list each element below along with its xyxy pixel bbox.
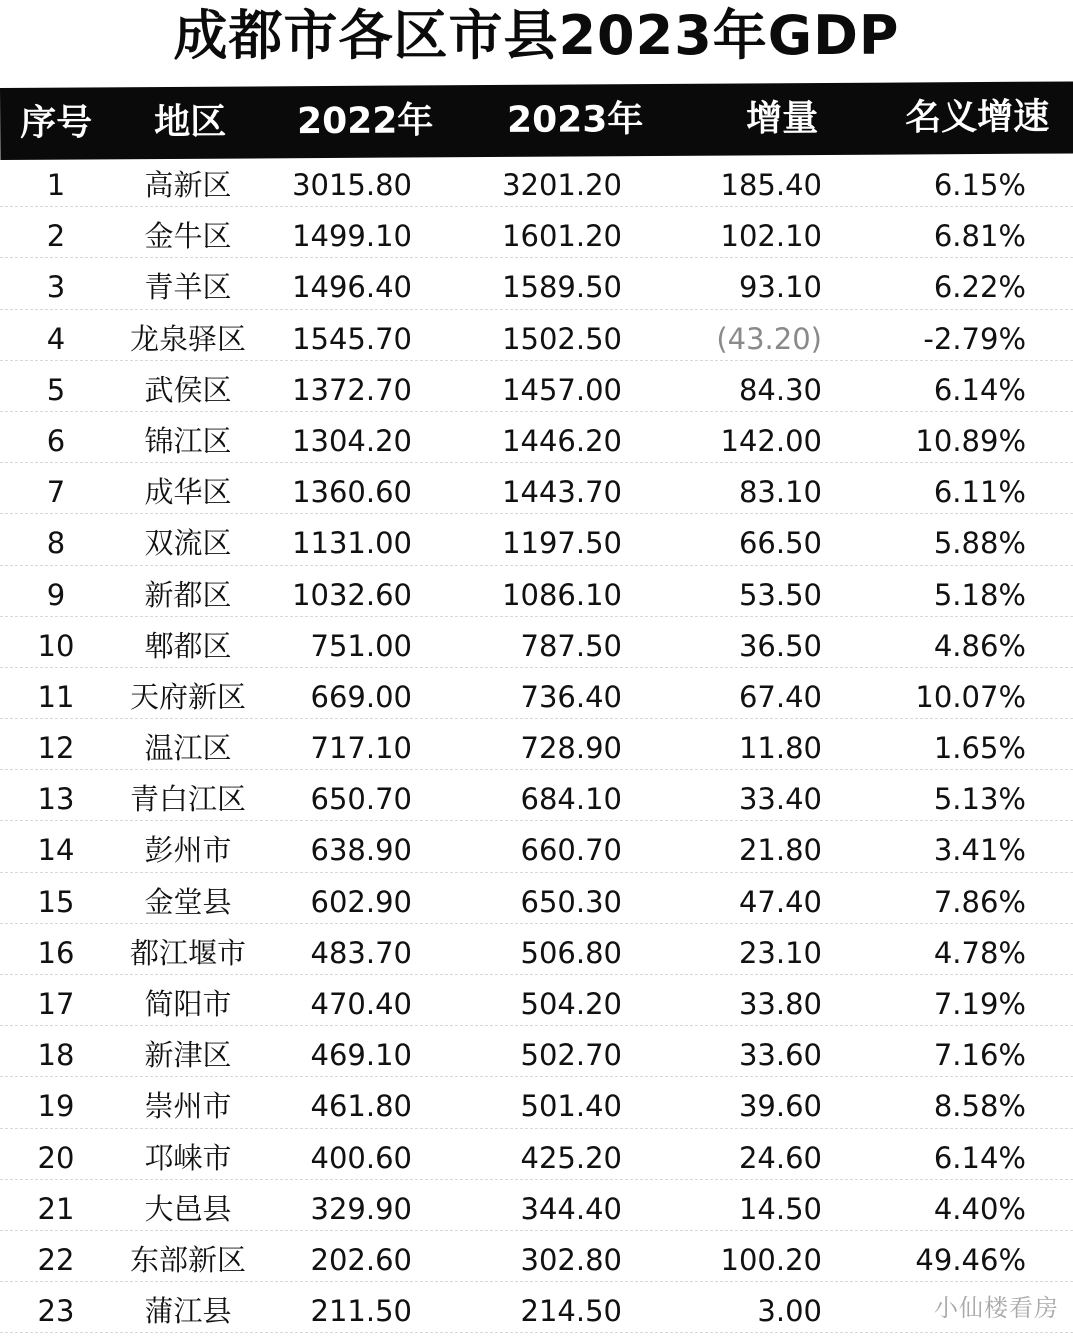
cell-gdp-2023: 302.80 (520, 1242, 622, 1277)
cell-gdp-2023: 660.70 (520, 833, 622, 868)
cell-region: 彭州市 (144, 833, 232, 868)
cell-gdp-2022: 329.90 (310, 1191, 412, 1226)
cell-index: 19 (37, 1089, 75, 1124)
cell-region: 大邑县 (144, 1191, 232, 1226)
cell-increase: 33.80 (738, 987, 822, 1021)
row-divider (0, 565, 1073, 566)
cell-growth: 7.19% (933, 987, 1026, 1021)
row-divider (0, 820, 1073, 821)
cell-growth: 4.40% (933, 1191, 1026, 1226)
cell-gdp-2023: 1446.20 (502, 423, 622, 458)
cell-index: 12 (37, 731, 75, 766)
cell-growth: 6.14% (933, 1140, 1026, 1175)
cell-gdp-2023: 650.30 (520, 884, 622, 919)
cell-gdp-2023: 1601.20 (502, 219, 622, 254)
cell-gdp-2023: 506.80 (520, 935, 622, 970)
page-title: 成都市各区市县2023年GDP (173, 4, 900, 67)
row-divider (0, 513, 1073, 514)
cell-index: 2 (46, 219, 66, 254)
cell-region: 高新区 (144, 168, 232, 202)
cell-region: 龙泉驿区 (129, 321, 246, 356)
cell-gdp-2023: 1457.00 (502, 372, 622, 407)
cell-growth: 10.89% (915, 423, 1026, 458)
cell-index: 17 (37, 987, 75, 1021)
cell-gdp-2023: 1443.70 (502, 475, 622, 510)
cell-index: 5 (46, 372, 66, 407)
table-row (0, 211, 1073, 262)
cell-gdp-2023: 787.50 (520, 628, 622, 663)
row-divider (0, 1179, 1073, 1180)
cell-region: 温江区 (144, 731, 232, 766)
watermark: 小仙楼看房 (934, 1294, 1059, 1322)
cell-region: 简阳市 (144, 987, 232, 1021)
cell-index: 10 (37, 628, 75, 663)
cell-growth: 5.88% (933, 526, 1026, 561)
cell-increase: 53.50 (738, 577, 822, 612)
table-row (0, 160, 1073, 211)
cell-gdp-2022: 602.90 (310, 884, 412, 919)
cell-gdp-2022: 1131.00 (292, 526, 412, 561)
cell-index: 14 (37, 833, 75, 868)
header-growth: 名义增速 (905, 96, 1050, 139)
cell-growth: 4.86% (933, 628, 1026, 663)
cell-growth: 6.81% (933, 219, 1026, 254)
cell-gdp-2022: 470.40 (310, 987, 412, 1021)
cell-gdp-2023: 684.10 (520, 782, 622, 817)
cell-gdp-2023: 425.20 (520, 1140, 622, 1175)
row-divider (0, 667, 1073, 668)
table-row (0, 928, 1073, 979)
cell-increase: 47.40 (738, 884, 822, 919)
cell-gdp-2022: 1304.20 (292, 423, 412, 458)
row-divider (0, 257, 1073, 258)
cell-growth: 5.18% (933, 577, 1026, 612)
cell-gdp-2022: 751.00 (310, 628, 412, 663)
cell-gdp-2022: 202.60 (310, 1242, 412, 1277)
cell-growth: 6.22% (933, 270, 1026, 305)
table-row (0, 1081, 1073, 1132)
cell-gdp-2022: 669.00 (310, 679, 412, 714)
cell-region: 成华区 (144, 475, 232, 510)
cell-growth: 5.13% (933, 782, 1026, 817)
cell-region: 金牛区 (144, 219, 232, 254)
cell-index: 13 (37, 782, 75, 817)
cell-index: 16 (37, 935, 75, 970)
cell-region: 东部新区 (129, 1242, 246, 1277)
cell-region: 蒲江县 (144, 1294, 232, 1329)
cell-gdp-2023: 214.50 (520, 1294, 622, 1329)
cell-index: 3 (46, 270, 66, 305)
row-divider (0, 923, 1073, 924)
cell-increase: 39.60 (738, 1089, 822, 1124)
cell-index: 4 (46, 321, 66, 356)
table-row (0, 1184, 1073, 1235)
table-row (0, 314, 1073, 365)
table-row (0, 518, 1073, 569)
row-divider (0, 616, 1073, 617)
table-row (0, 467, 1073, 518)
table-row (0, 1030, 1073, 1081)
header-gdp-2022: 2022年 (296, 100, 434, 143)
cell-region: 邛崃市 (144, 1140, 232, 1175)
cell-gdp-2022: 1496.40 (292, 270, 412, 305)
cell-gdp-2023: 1197.50 (502, 526, 622, 561)
cell-gdp-2023: 736.40 (520, 679, 622, 714)
cell-index: 22 (37, 1242, 75, 1277)
cell-gdp-2023: 1086.10 (502, 577, 622, 612)
cell-gdp-2022: 638.90 (310, 833, 412, 868)
row-divider (0, 1332, 1073, 1333)
row-divider (0, 718, 1073, 719)
header-increase: 增量 (746, 98, 819, 140)
row-divider (0, 1281, 1073, 1282)
table-row (0, 621, 1073, 672)
cell-increase: 3.00 (757, 1294, 822, 1329)
table-row (0, 262, 1073, 313)
row-divider (0, 411, 1073, 412)
cell-increase: 142.00 (720, 423, 822, 458)
table-row (0, 365, 1073, 416)
table-row (0, 979, 1073, 1030)
cell-gdp-2022: 483.70 (310, 935, 412, 970)
cell-region: 新津区 (144, 1038, 232, 1073)
row-divider (0, 872, 1073, 873)
cell-increase: 23.10 (738, 935, 822, 970)
cell-region: 青羊区 (144, 270, 232, 305)
cell-increase: 84.30 (738, 372, 822, 407)
cell-index: 15 (37, 884, 75, 919)
cell-growth: 10.07% (915, 679, 1026, 714)
cell-gdp-2022: 1545.70 (292, 321, 412, 356)
row-divider (0, 769, 1073, 770)
table-row (0, 416, 1073, 467)
table-header (0, 81, 1073, 160)
cell-increase: 21.80 (738, 833, 822, 868)
cell-region: 双流区 (144, 526, 232, 561)
cell-index: 7 (46, 475, 66, 510)
cell-gdp-2022: 3015.80 (292, 168, 412, 202)
table-row (0, 570, 1073, 621)
row-divider (0, 974, 1073, 975)
cell-region: 天府新区 (129, 679, 246, 714)
cell-index: 11 (37, 679, 75, 714)
cell-region: 金堂县 (144, 884, 232, 919)
row-divider (0, 1128, 1073, 1129)
cell-growth: 3.41% (933, 833, 1026, 868)
row-divider (0, 1025, 1073, 1026)
cell-region: 武侯区 (144, 372, 232, 407)
cell-index: 20 (37, 1140, 75, 1175)
table-row (0, 723, 1073, 774)
table-row (0, 774, 1073, 825)
cell-increase: 14.50 (738, 1191, 822, 1226)
row-divider (0, 1076, 1073, 1077)
gdp-table (0, 88, 1073, 1337)
cell-region: 郫都区 (144, 628, 232, 663)
cell-increase: 66.50 (738, 526, 822, 561)
cell-region: 都江堰市 (129, 935, 246, 970)
cell-region: 新都区 (144, 577, 232, 612)
cell-index: 23 (37, 1294, 75, 1329)
cell-growth: -2.79% (923, 321, 1026, 356)
cell-gdp-2022: 461.80 (310, 1089, 412, 1124)
cell-growth: 1.65% (933, 731, 1026, 766)
cell-gdp-2023: 1502.50 (502, 321, 622, 356)
cell-gdp-2022: 650.70 (310, 782, 412, 817)
cell-growth: 8.58% (933, 1089, 1026, 1124)
table-row (0, 877, 1073, 928)
cell-index: 9 (46, 577, 66, 612)
cell-increase: 100.20 (720, 1242, 822, 1277)
table-row (0, 825, 1073, 876)
table-row (0, 1286, 1073, 1337)
cell-index: 1 (46, 168, 66, 202)
cell-region: 锦江区 (144, 423, 232, 458)
row-divider (0, 309, 1073, 310)
cell-growth: 6.15% (933, 168, 1026, 202)
cell-gdp-2022: 400.60 (310, 1140, 412, 1175)
cell-gdp-2022: 1372.70 (292, 372, 412, 407)
table-body (0, 160, 1073, 1337)
cell-growth: 7.86% (933, 884, 1026, 919)
table-row (0, 672, 1073, 723)
cell-gdp-2023: 3201.20 (502, 168, 622, 202)
cell-growth: 7.16% (933, 1038, 1026, 1073)
cell-gdp-2023: 502.70 (520, 1038, 622, 1073)
cell-index: 6 (46, 423, 66, 458)
cell-index: 21 (37, 1191, 75, 1226)
cell-index: 8 (46, 526, 66, 561)
header-index: 序号 (20, 102, 93, 144)
cell-growth: 6.14% (933, 372, 1026, 407)
cell-growth: 49.46% (915, 1242, 1026, 1277)
cell-gdp-2022: 1360.60 (292, 475, 412, 510)
cell-increase: 11.80 (738, 731, 822, 766)
cell-gdp-2022: 1032.60 (292, 577, 412, 612)
cell-gdp-2022: 211.50 (310, 1294, 412, 1329)
cell-increase: 83.10 (738, 475, 822, 510)
cell-gdp-2022: 1499.10 (292, 219, 412, 254)
row-divider (0, 360, 1073, 361)
cell-increase: 36.50 (738, 628, 822, 663)
cell-growth: 6.11% (933, 475, 1026, 510)
cell-gdp-2022: 469.10 (310, 1038, 412, 1073)
cell-gdp-2023: 344.40 (520, 1191, 622, 1226)
header-region: 地区 (154, 101, 227, 144)
row-divider (0, 206, 1073, 207)
row-divider (0, 462, 1073, 463)
cell-increase: 102.10 (720, 219, 822, 254)
cell-region: 崇州市 (144, 1089, 232, 1124)
cell-increase: 33.40 (738, 782, 822, 817)
cell-increase: (43.20) (716, 321, 822, 356)
cell-increase: 33.60 (738, 1038, 822, 1073)
cell-index: 18 (37, 1038, 75, 1073)
cell-growth: 4.78% (933, 935, 1026, 970)
table-row (0, 1235, 1073, 1286)
cell-region: 青白江区 (129, 782, 246, 817)
cell-increase: 93.10 (738, 270, 822, 305)
cell-increase: 185.40 (720, 168, 822, 202)
cell-increase: 67.40 (738, 679, 822, 714)
cell-gdp-2023: 504.20 (520, 987, 622, 1021)
row-divider (0, 1230, 1073, 1231)
cell-gdp-2022: 717.10 (310, 731, 412, 766)
table-row (0, 1133, 1073, 1184)
cell-gdp-2023: 728.90 (520, 731, 622, 766)
cell-gdp-2023: 501.40 (520, 1089, 622, 1124)
cell-increase: 24.60 (738, 1140, 822, 1175)
header-gdp-2023: 2023年 (506, 99, 644, 141)
cell-gdp-2023: 1589.50 (502, 270, 622, 305)
